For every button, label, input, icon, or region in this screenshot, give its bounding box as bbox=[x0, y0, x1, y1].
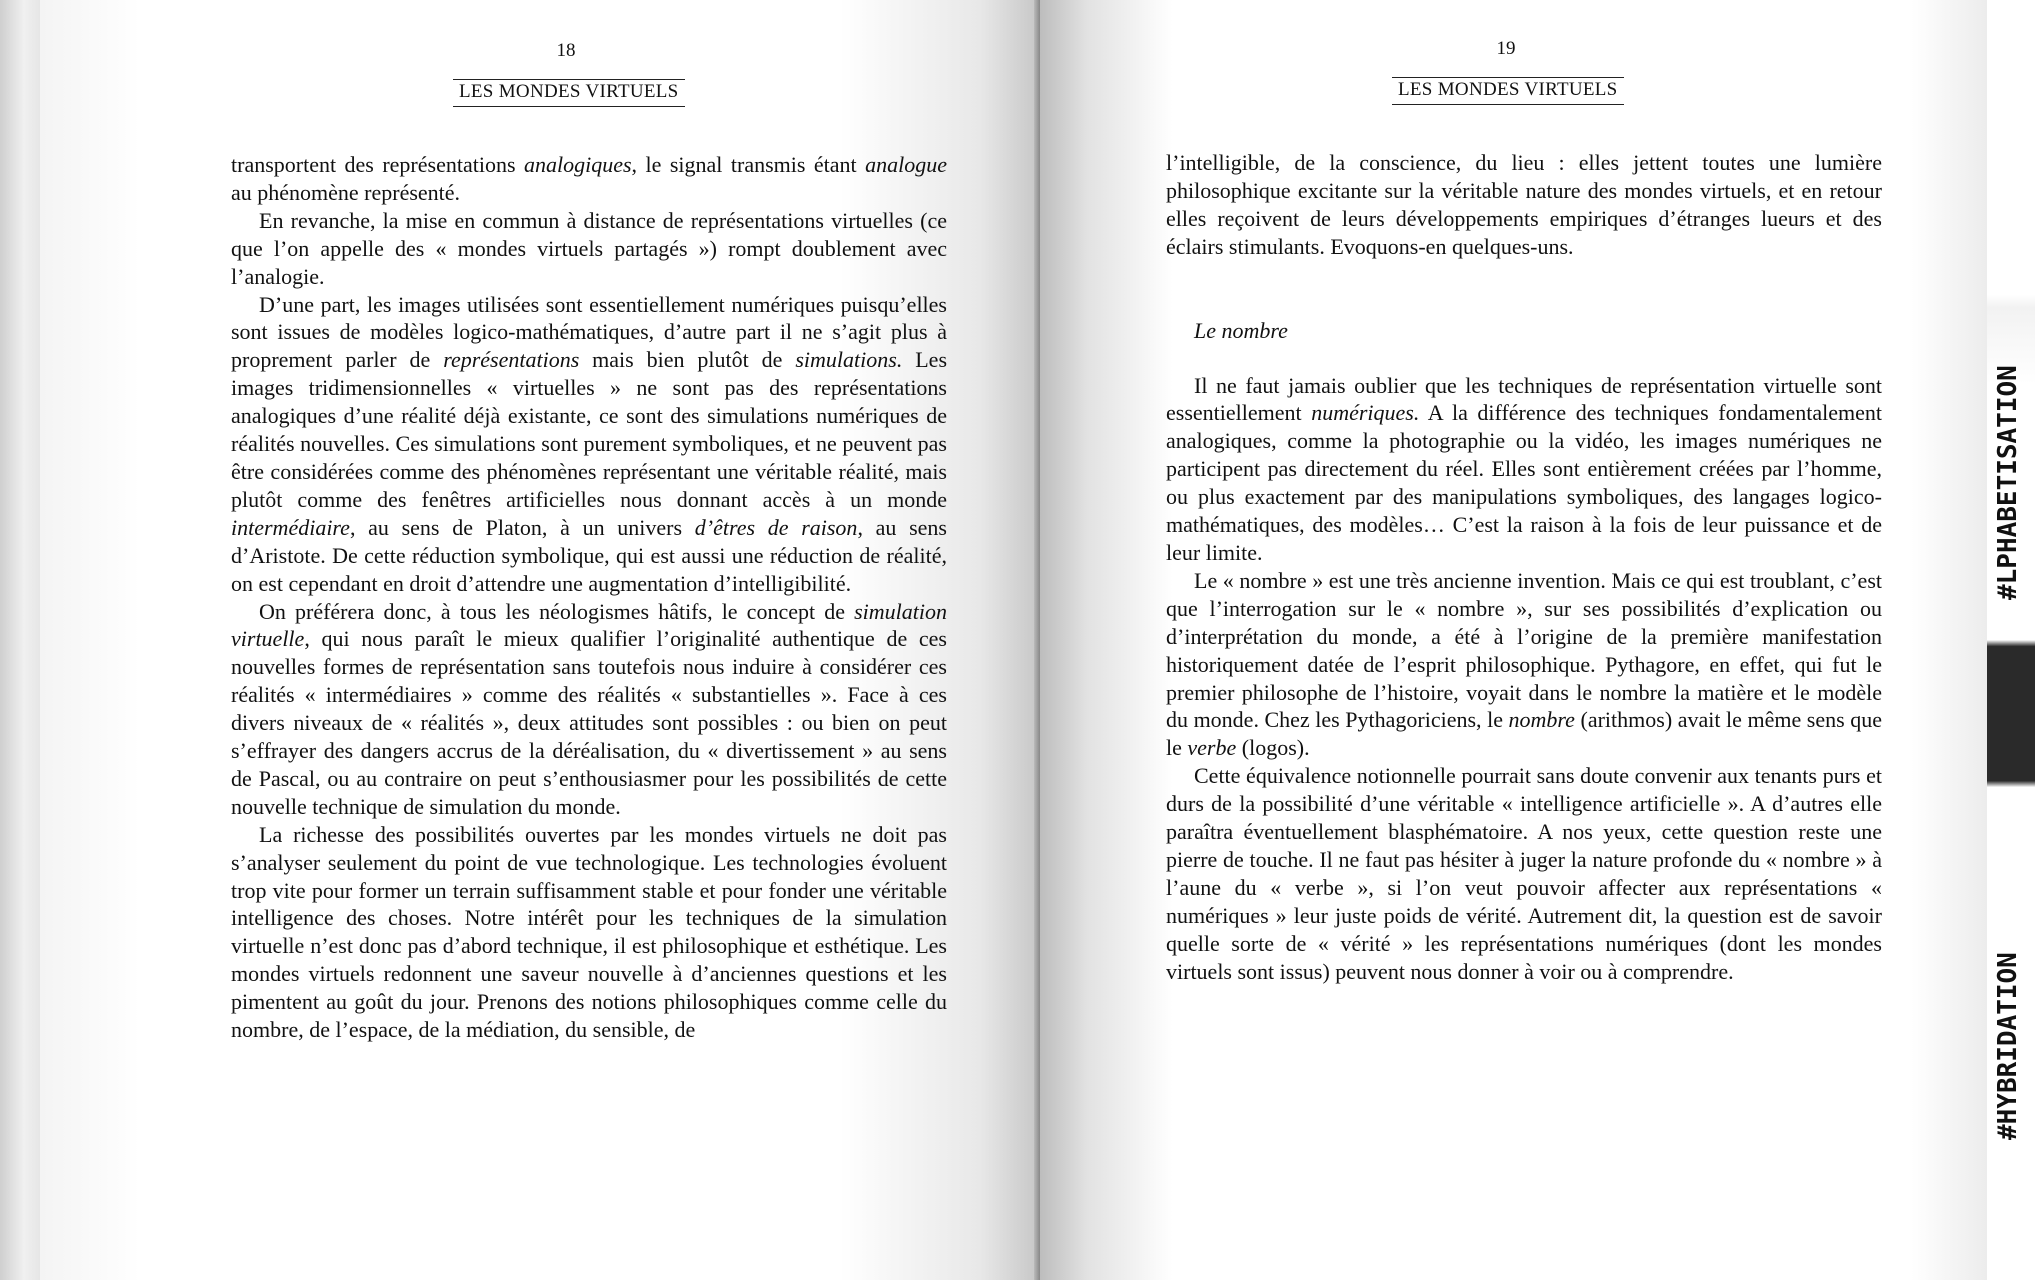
book-edge bbox=[0, 0, 40, 1280]
running-head: LES MONDES VIRTUELS bbox=[1392, 77, 1624, 105]
left-page bbox=[40, 0, 1040, 1280]
page-number: 18 bbox=[556, 40, 576, 61]
right-body-text bbox=[1166, 149, 1882, 985]
running-head: LES MONDES VIRTUELS bbox=[453, 79, 685, 107]
section-heading: Le nombre bbox=[1194, 317, 1288, 343]
paragraph: transportent des représentations analogiques, le signal transmis étant analogue au phénomène représenté. bbox=[231, 152, 948, 205]
left-body-text bbox=[231, 151, 947, 1044]
handwritten-note: #HYBRIDATION bbox=[1993, 952, 2023, 1140]
paragraph: Le « nombre » est une très ancienne invention. Mais ce qui est troublant, c’est que l’interrogation sur le « nombre », sur ses possibilités d’explication ou d’interprétation du monde, a été à l’origine de la première manifestation historiquement datée de l’esprit philosophique. Pythagore, en effet, qui fut le premier philosophe de l’histoire, voyait dans le nombre la matière et le modèle du monde. Chez les Pythagoriciens, le nombre (arithmos) avait le même sens que le verbe (logos). bbox=[1166, 567, 1882, 761]
right-page bbox=[1040, 0, 1987, 1280]
paragraph: En revanche, la mise en commun à distance de représentations virtuelles (ce que l’on appelle des « mondes virtuels partagés ») rompt doublement avec l’analogie. bbox=[231, 207, 947, 289]
paragraph: Il ne faut jamais oublier que les techniques de représentation virtuelle sont essentiellement numériques. A la différence des techniques fondamentalement analogiques, comme la photographie ou la vidéo, les images numériques ne participent pas directement du réel. Elles sont entièrement créées par l’homme, ou plus exactement par des manipulations symboliques, des langages logico-mathématiques, des modèles… C’est la raison à la fois de leur puissance et de leur limite. bbox=[1166, 372, 1882, 565]
paragraph: D’une part, les images utilisées sont essentiellement numériques puisqu’elles sont issues de modèles logico-mathématiques, d’autre part il ne s’agit plus à proprement parler de représentations mais bien plutôt de simulations. Les images tridimensionnelles « virtuelles » ne sont pas des représentations analogiques d’une réalité déjà existante, ce sont des simulations numériques de réalités nouvelles. Ces simulations sont purement symboliques, et ne peuvent pas être considérées comme des phénomènes représentant une véritable réalité, mais plutôt comme des fenêtres artificielles nous donnant accès à un monde intermédiaire, au sens de Platon, à un univers d’êtres de raison, au sens d’Aristote. De cette réduction symbolique, qui est aussi une réduction de réalité, on est cependant en droit d’attendre une augmentation d’intelligibilité. bbox=[231, 291, 948, 596]
handwritten-note: #LPHABETISATION bbox=[1993, 365, 2023, 600]
scanned-margin-strip bbox=[1987, 0, 2035, 1280]
paragraph: Cette équivalence notionnelle pourrait sans doute convenir aux tenants purs et durs de la possibilité d’une véritable « intelligence artificielle ». A d’autres elle paraîtra éventuellement blasphématoire. A nos yeux, cette question reste une pierre de touche. Il ne faut pas hésiter à juger la nature profonde du « nombre » à l’aune du « verbe », si l’on veut pouvoir affecter aux représentations « numériques » leur juste poids de vérité. Autrement dit, la question est de savoir quelle sorte de « vérité » les représentations numériques (dont les mondes virtuels sont issus) peuvent nous donner à voir ou à comprendre. bbox=[1166, 763, 1882, 984]
paragraph: On préférera donc, à tous les néologismes hâtifs, le concept de simulation virtuelle, qui nous paraît le mieux qualifier l’originalité authentique de ces nouvelles formes de représentation sans toutefois nous induire à considérer ces réalités « intermédiaires » comme des réalités « substantielles ». Face à ces divers niveaux de « réalités », deux attitudes sont possibles : ou bien on peut s’effrayer des dangers accrus de la déréalisation, du « divertissement » au sens de Pascal, ou au contraire on peut s’enthousiasmer pour les possibilités de cette nouvelle technique de simulation du monde. bbox=[231, 598, 947, 819]
paragraph: l’intelligible, de la conscience, du lieu : elles jettent toutes une lumière philosophique excitante sur la véritable nature des mondes virtuels, et en retour elles reçoivent de leurs développements empiriques d’étranges lueurs et des éclairs stimulants. Evoquons-en quelques-uns. bbox=[1166, 150, 1882, 259]
page-number: 19 bbox=[1496, 38, 1516, 59]
paragraph: La richesse des possibilités ouvertes par les mondes virtuels ne doit pas s’analyser seulement du point de vue technologique. Les technologies évoluent trop vite pour former un terrain suffisamment stable et pour fonder une véritable intelligence des choses. Notre intérêt pour les techniques de la simulation virtuelle n’est donc pas d’abord technique, il est philosophique et esthétique. Les mondes virtuels redonnent une saveur nouvelle à d’anciennes questions et les pimentent au goût du jour. Prenons des notions philosophiques comme celle du nombre, de l’espace, de la médiation, du sensible, de bbox=[231, 821, 947, 1043]
